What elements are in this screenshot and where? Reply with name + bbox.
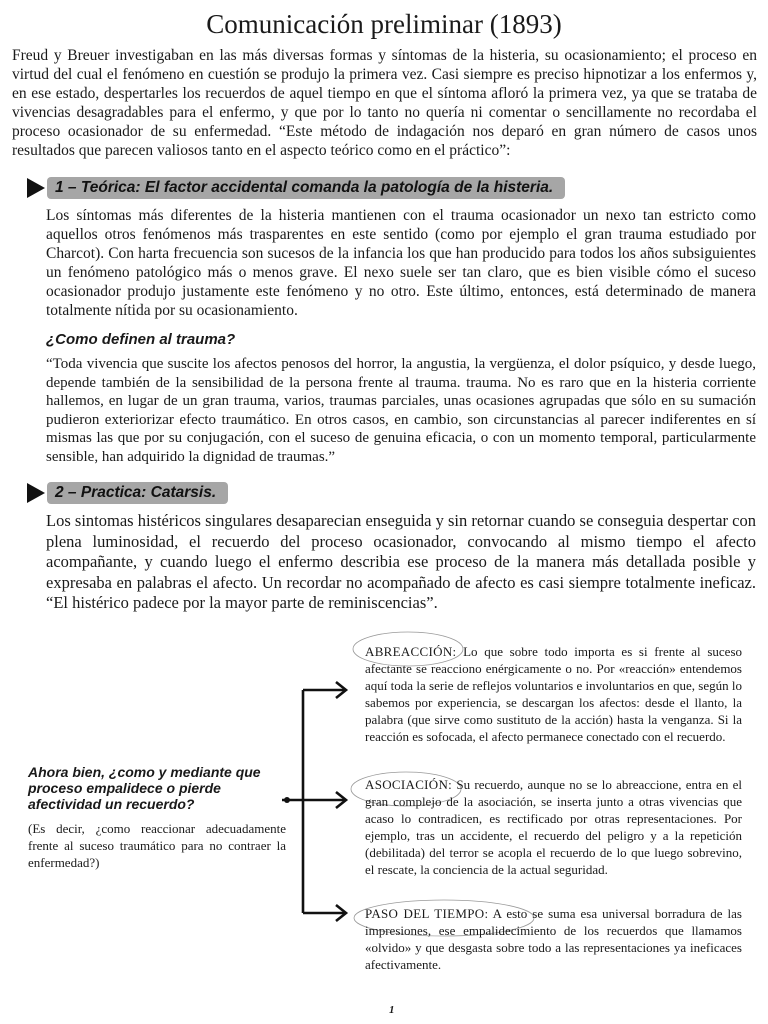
paso-del-tiempo-item	[365, 905, 742, 973]
paso-del-tiempo-label: PASO DEL TIEMPO:	[365, 906, 489, 921]
abreaccion-item	[365, 643, 742, 745]
section-2-body: Los sintomas histéricos singulares desaparecian enseguida y sin retornar cuando se conseguia despertar con plena luminosidad, el recuerdo del proceso ocasionador, convocando al mismo tiempo el afecto acompañante, y cuando luego el enfermo describia ese proceso de la manera más detallada posible y expresaba en palabras el afecto. Un recordar no acompañado de afecto es casi siempre totalmente ineficaz. “El histérico padece por la mayor parte de reminiscencias”.	[46, 511, 756, 612]
abreaccion-text: Lo que sobre todo importa es si frente al suceso afectante se reacciono enérgicamente o no. Por «reacción» entendemos aquí toda la serie de reflejos voluntarios e involuntarios en que, según lo sabemos por experiencia, se descargan los afectos: desde el llanto, la palabra (que sirve como sustituto de la acción) hasta la venganza. Si la reacción es sofocada, el afecto permanece conectado con el recuerdo.	[365, 644, 742, 744]
section-1-heading-text: 1 – Teórica: El factor accidental comanda la patología de la histeria.	[47, 177, 565, 199]
asociacion-label: ASOCIACIÓN:	[365, 777, 453, 792]
trauma-question: ¿Como definen al trauma?	[46, 331, 236, 348]
page-number: 1	[389, 1004, 395, 1016]
page-title: Comunicación preliminar (1893)	[206, 9, 562, 39]
asociacion-item	[365, 776, 742, 878]
section-2-heading-text: 2 – Practica: Catarsis.	[47, 482, 228, 504]
intro-paragraph: Freud y Breuer investigaban en las más diversas formas y síntomas de la histeria, su ocasionamiento; el proceso en virtud del cual el fenómeno en cuestión se produjo la primera vez. Casi siempre es preciso hipnotizar a los enfermos y, en ese estado, despertarles los recuerdos de aquel tiempo en que el síntoma afloró la primera vez, ya que se trataba de vivencias desagradables para el enfermo, y que por lo tanto no quería ni comentar o sencillamente no recordaba el proceso ocasionador de su enfermedad. “Este método de indagación nos deparó en gran número de casos unos resultados que parecen valiosos tanto en el aspecto teórico como en el práctico”:	[12, 47, 757, 159]
trauma-quote: “Toda vivencia que suscite los afectos penosos del horror, la angustia, la vergüenza, el dolor psíquico, y desde luego, depende también de la sensibilidad de la persona frente al trauma. trauma. No es raro que en la histeria corriente hallemos, en lugar de un gran trauma, varios, traumas parciales, unas ocasiones agrupadas que sólo en su sumación pudieron exteriorizar efecto traumático. En otros casos, en cambio, son circunstancias al parecer indiferentes en sí mismas las que por su conjugación, con el suceso de genuina eficacia, o con un momento temporal, particularmente sensible, han adquirido la dignidad de traumas.”	[46, 356, 756, 465]
abreaccion-label: ABREACCIÓN:	[365, 644, 457, 659]
diagram-note: (Es decir, ¿como reaccionar adecuadamente frente al suceso traumático para no contraer la enfermedad?)	[28, 821, 286, 870]
section-1-body: Los síntomas más diferentes de la histeria mantienen con el trauma ocasionador un nexo tan estricto como aquellos otros fenómenos más trasparentes en este sentido (como por ejemplo el gran trauma estudiado por Charcot). Con harta frecuencia son sucesos de la infancia los que han producido para todos los años subsiguientes un fenómeno patológico más o menos grave. El nexo suele ser tan claro, que es bien visible cómo el suceso ocasionador produjo justamente este fenómeno y no otro. Este último, entonces, está determinado de manera totalmente nítida por su ocasionamiento.	[46, 207, 756, 319]
paso-del-tiempo-text: A esto se suma esa universal borradura de las impresiones, ese empalidecimiento de los recuerdos que llamamos «olvido» y que desgasta sobre todo a las representaciones ya ineficaces afectivamente.	[365, 906, 742, 972]
asociacion-text: Su recuerdo, aunque no se lo abreaccione, entra en el gran complejo de la asociación, se inserta junto a otras vivencias que acaso lo contradicen, es rectificado por otras representaciones. Por ejemplo, tras un accidente, el recuerdo del peligro y a la repetición (debilitada) del terror se acopla el recuerdo de lo que luego sobrevino, el rescate, la conciencia de la actual seguridad.	[365, 777, 742, 877]
diagram-question: Ahora bien, ¿como y mediante que proceso empalidece o pierde afectividad un recuerdo?	[28, 764, 261, 812]
